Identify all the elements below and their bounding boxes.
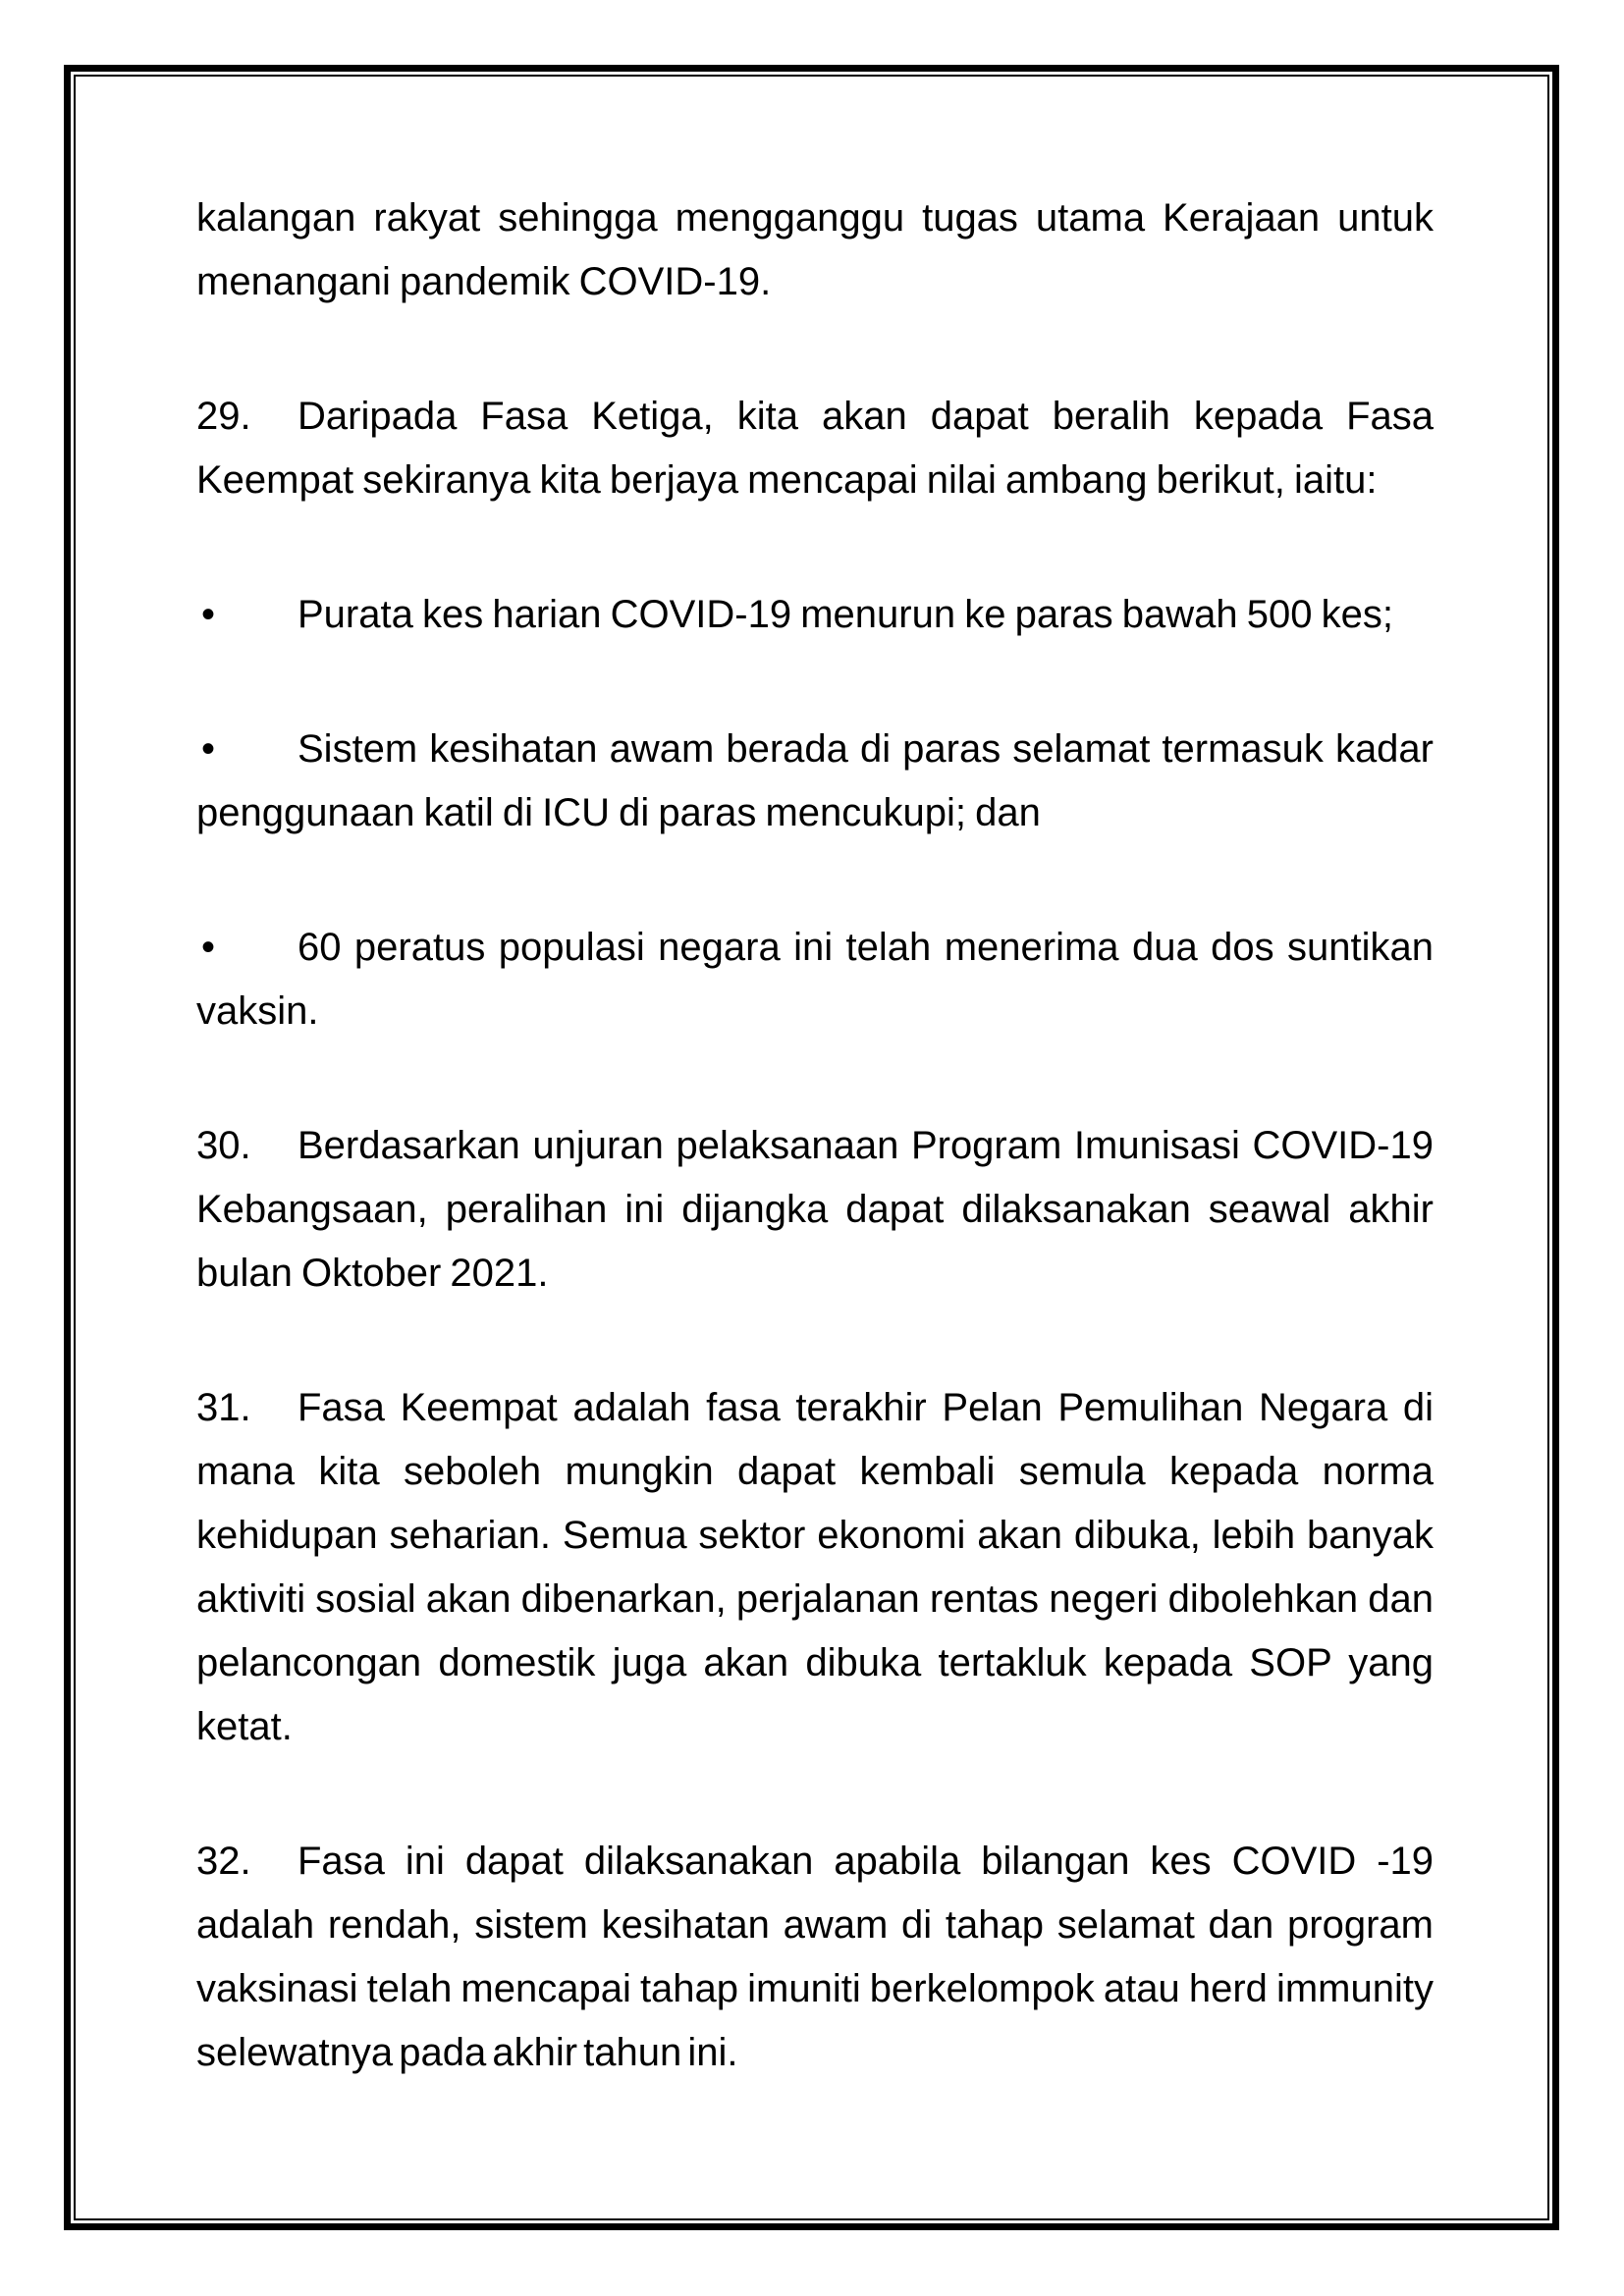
bullet-icon: • — [201, 727, 216, 771]
paragraph-marker: 31. — [196, 1386, 251, 1429]
bullet-item — [196, 916, 1434, 1043]
paragraph — [196, 385, 1434, 512]
paragraph-marker: 29. — [196, 395, 251, 438]
bullet-icon: • — [201, 926, 216, 969]
paragraph-text: Fasa ini dapat dilaksanakan apabila bilangan kes COVID -19 adalah rendah, sistem kesihatan awam di tahap selamat dan program vaksinasi telah mencapai tahap imuniti berkelompok atau herd immunity selewatnya pada akhir tahun ini. — [196, 1840, 1434, 2074]
paragraph — [196, 1376, 1434, 1759]
paragraph-text: 60 peratus populasi negara ini telah menerima dua dos suntikan vaksin. — [196, 926, 1434, 1033]
paragraph-marker: 30. — [196, 1124, 251, 1167]
paragraph-text: Purata kes harian COVID-19 menurun ke paras bawah 500 kes; — [298, 593, 1393, 636]
bullet-icon: • — [201, 593, 216, 636]
paragraph-text: Daripada Fasa Ketiga, kita akan dapat beralih kepada Fasa Keempat sekiranya kita berjaya mencapai nilai ambang berikut, iaitu: — [196, 395, 1434, 502]
paragraph-text: Sistem kesihatan awam berada di paras selamat termasuk kadar penggunaan katil di ICU di paras mencukupi; dan — [196, 727, 1434, 834]
paragraph — [196, 187, 1434, 314]
paragraph-text: Berdasarkan unjuran pelaksanaan Program Imunisasi COVID-19 Kebangsaan, peralihan ini dijangka dapat dilaksanakan seawal akhir bulan Oktober 2021. — [196, 1124, 1434, 1295]
bullet-item — [196, 583, 1434, 647]
paragraph-text: kalangan rakyat sehingga mengganggu tugas utama Kerajaan untuk menangani pandemik COVID-19. — [196, 196, 1434, 303]
paragraph-text: Fasa Keempat adalah fasa terakhir Pelan Pemulihan Negara di mana kita seboleh mungkin dapat kembali semula kepada norma kehidupan seharian. Semua sektor ekonomi akan dibuka, lebih banyak aktiviti sosial akan dibenarkan, perjalanan rentas negeri dibolehkan dan pelancongan domestik juga akan dibuka tertakluk kepada SOP yang ketat. — [196, 1386, 1434, 1748]
bullet-item — [196, 718, 1434, 845]
paragraph — [196, 1114, 1434, 1306]
document-body — [196, 187, 1434, 2085]
paragraph-marker: 32. — [196, 1840, 251, 1883]
paragraph — [196, 1830, 1434, 2085]
